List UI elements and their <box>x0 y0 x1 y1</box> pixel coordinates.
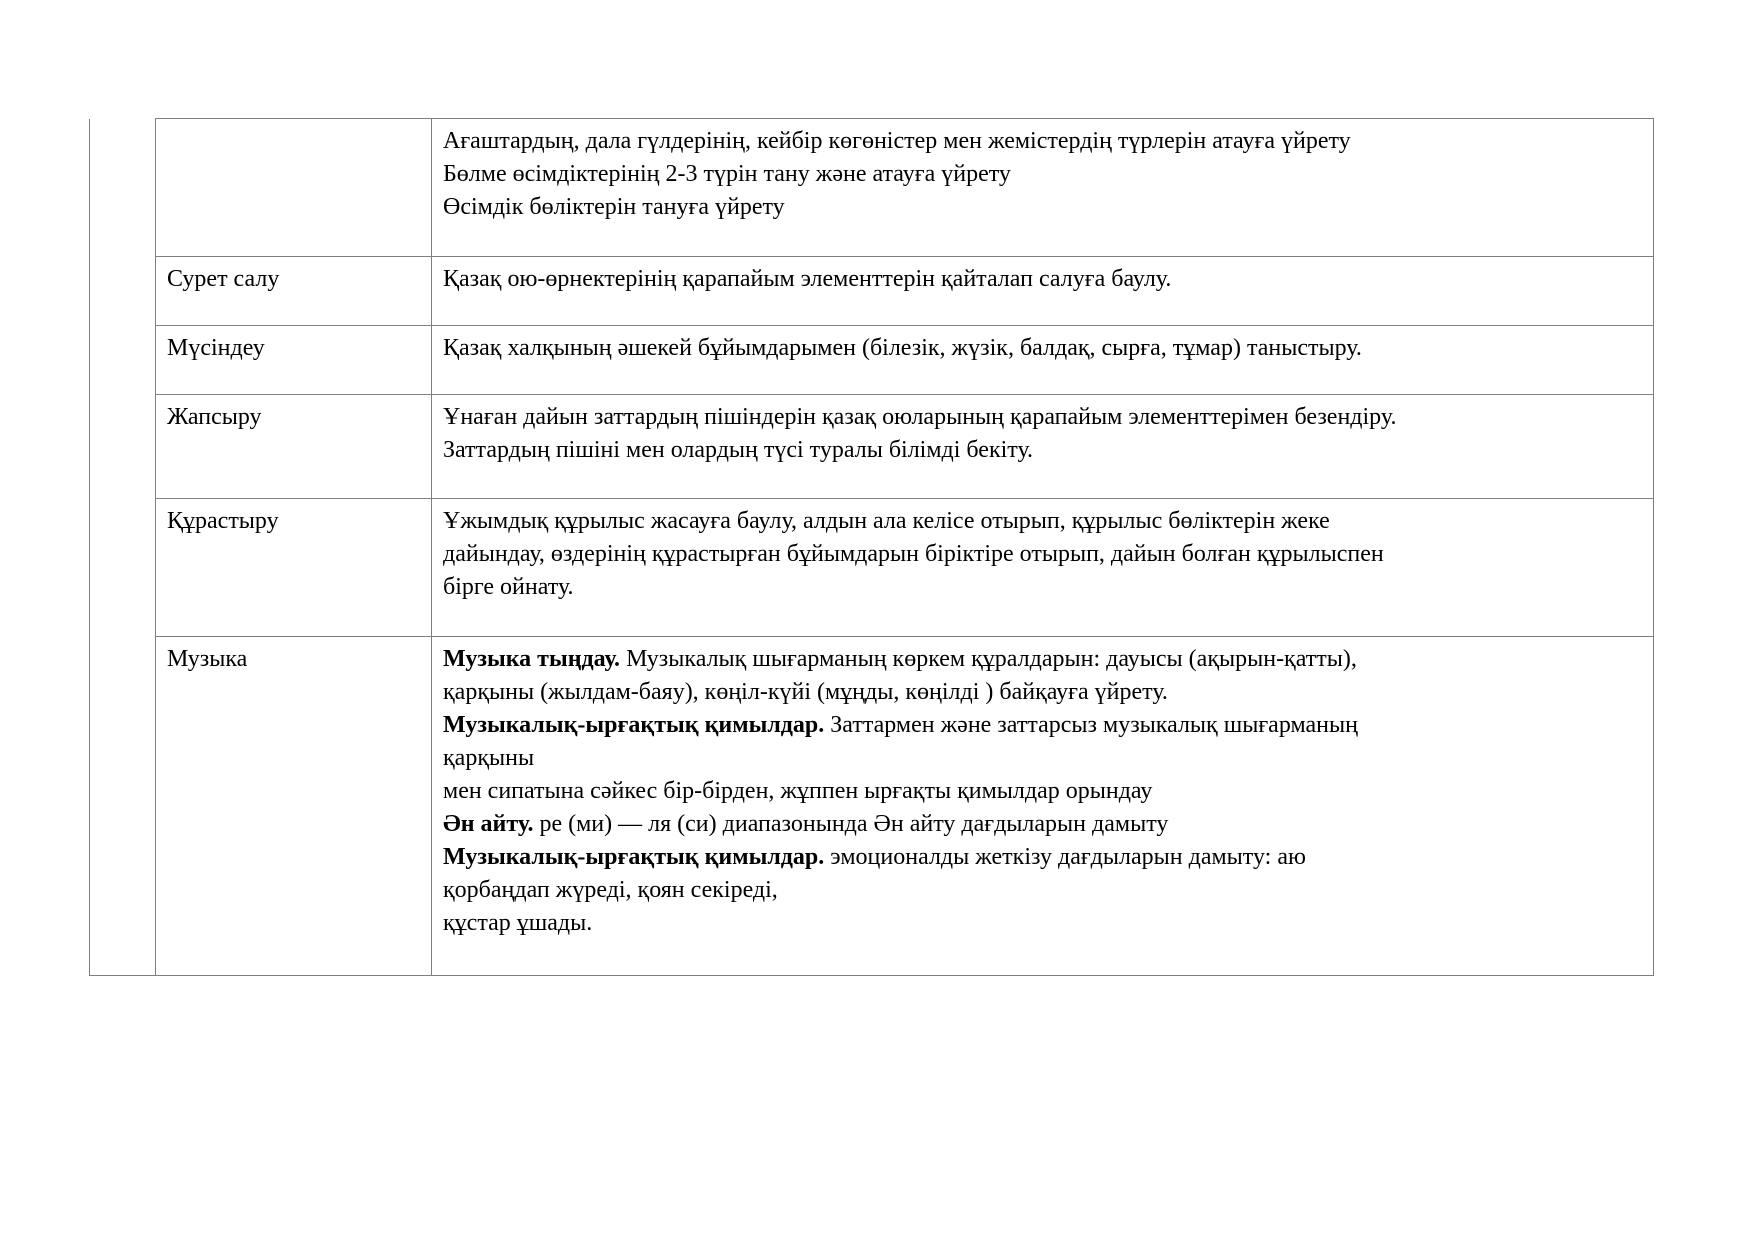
music-text: қорбаңдап жүреді, қоян секіреді, <box>443 877 778 903</box>
subject-cell <box>156 119 432 257</box>
subject-label: Сурет салу <box>167 266 280 292</box>
music-line <box>443 808 1642 841</box>
music-text: ре (ми) — ля (си) диапазонында Ән айту дағдыларын дамыту <box>533 811 1169 837</box>
table-row <box>90 119 1654 257</box>
music-text: мен сипатына сәйкес бір-бірден, жұппен ырғақты қимылдар орындау <box>443 778 1153 804</box>
content-line: Бөлме өсімдіктерінің 2-3 түрін тану және атауға үйрету <box>443 161 1011 187</box>
curriculum-table <box>89 118 1654 976</box>
content-line: Ұнаған дайын заттардың пішіндерін қазақ оюларының қарапайым элементтерімен безендіру. <box>443 404 1397 430</box>
subject-cell <box>156 499 432 637</box>
content-line: Ағаштардың, дала гүлдерінің, кейбір көгөністер мен жемістердің түрлерін атауға үйрету <box>443 128 1351 154</box>
subject-label: Жапсыру <box>167 404 262 430</box>
content-cell <box>432 395 1654 499</box>
music-heading: Музыка тыңдау. <box>443 646 621 672</box>
music-line <box>443 775 1642 808</box>
content-line: бірге ойнату. <box>443 574 574 600</box>
content-line: Ұжымдық құрылыс жасауға баулу, алдын ала келісе отырып, құрылыс бөліктерін жеке <box>443 508 1330 534</box>
content-cell <box>432 637 1654 976</box>
music-line <box>443 643 1642 676</box>
music-text: Заттармен және заттарсыз музыкалық шығарманың <box>824 712 1358 738</box>
music-heading: Музыкалық-ырғақтық қимылдар. <box>443 712 825 738</box>
table-row <box>90 499 1654 637</box>
table-row <box>90 395 1654 499</box>
left-margin-column <box>90 119 156 976</box>
music-text: қарқыны (жылдам-баяу), көңіл-күйі (мұңды, көңілді ) байқауға үйрету. <box>443 679 1168 705</box>
music-line <box>443 841 1642 874</box>
content-cell <box>432 257 1654 326</box>
subject-cell <box>156 326 432 395</box>
content-cell <box>432 499 1654 637</box>
music-text: құстар ұшады. <box>443 910 593 936</box>
subject-cell <box>156 395 432 499</box>
subject-label: Музыка <box>167 646 248 672</box>
subject-label: Құрастыру <box>167 508 279 534</box>
content-line: дайындау, өздерінің құрастырған бұйымдарын біріктіре отырып, дайын болған құрылыспен <box>443 541 1384 567</box>
music-text: эмоционалды жеткізу дағдыларын дамыту: аю <box>824 844 1306 870</box>
music-heading: Музыкалық-ырғақтық қимылдар. <box>443 844 825 870</box>
content-line: Қазақ халқының әшекей бұйымдарымен (білезік, жүзік, балдақ, сырға, тұмар) таныстыру. <box>443 335 1362 361</box>
subject-cell <box>156 257 432 326</box>
music-line <box>443 874 1642 907</box>
subject-label: Мүсіндеу <box>167 335 265 361</box>
music-line <box>443 709 1642 742</box>
subject-cell <box>156 637 432 976</box>
music-line <box>443 676 1642 709</box>
content-cell <box>432 326 1654 395</box>
table-row <box>90 326 1654 395</box>
music-text: Музыкалық шығарманың көркем құралдарын: дауысы (ақырын-қатты), <box>620 646 1357 672</box>
content-line: Заттардың пішіні мен олардың түсі туралы білімді бекіту. <box>443 437 1034 463</box>
content-cell <box>432 119 1654 257</box>
content-line: Қазақ ою-өрнектерінің қарапайым элементтерін қайталап салуға баулу. <box>443 266 1172 292</box>
music-line <box>443 742 1642 775</box>
table-row <box>90 637 1654 976</box>
music-text: қарқыны <box>443 745 535 771</box>
music-heading: Ән айту. <box>443 811 534 837</box>
music-line <box>443 907 1642 940</box>
content-line: Өсімдік бөліктерін тануға үйрету <box>443 194 785 220</box>
table-row <box>90 257 1654 326</box>
